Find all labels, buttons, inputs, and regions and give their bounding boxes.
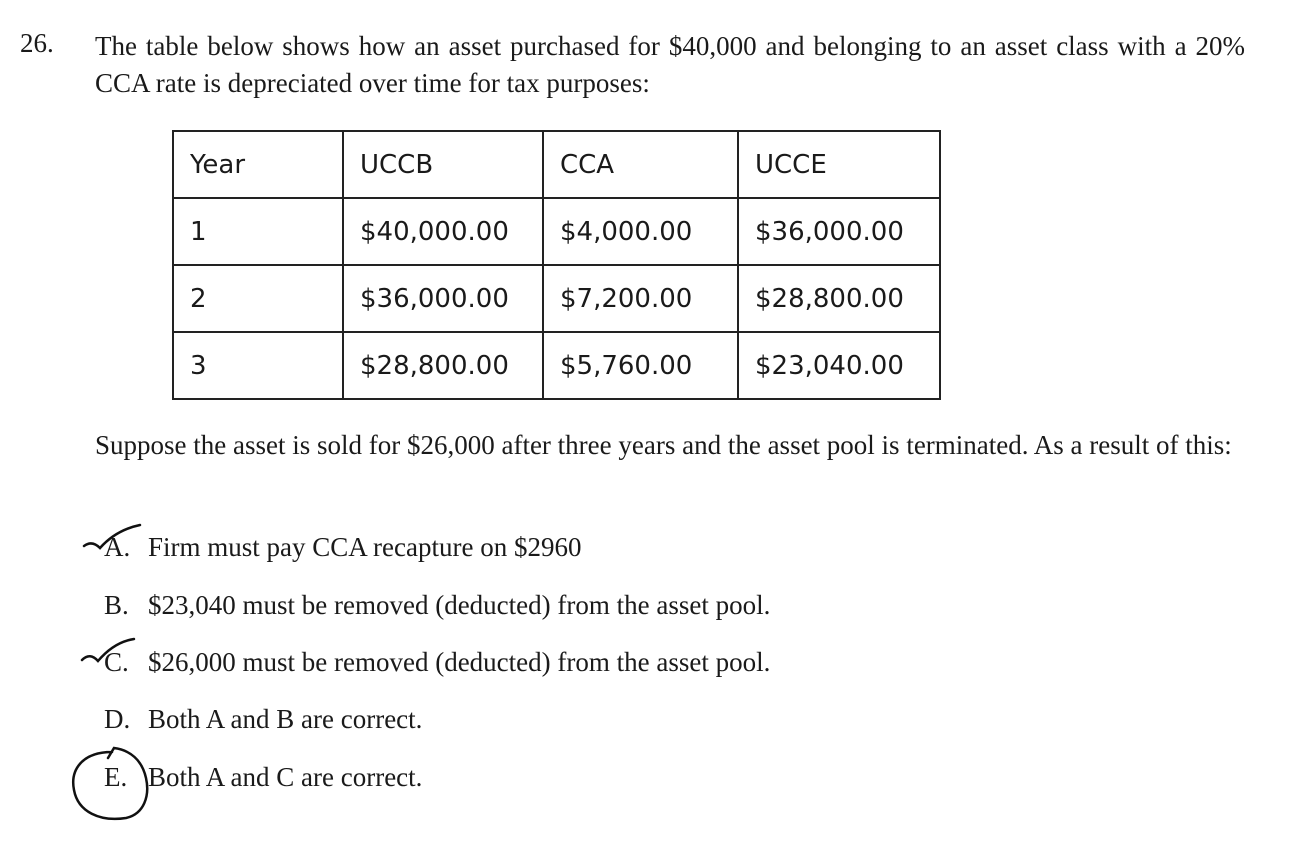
header-cca: CCA <box>543 131 738 198</box>
table-header-row <box>173 131 940 198</box>
table-row <box>173 198 940 265</box>
cell-ucce: $36,000.00 <box>738 198 940 265</box>
cca-table <box>172 130 941 400</box>
cell-uccb: $40,000.00 <box>343 198 543 265</box>
cell-cca: $4,000.00 <box>543 198 738 265</box>
choice-text: Both A and B are correct. <box>148 704 423 734</box>
choice-c[interactable] <box>104 647 770 678</box>
choice-letter: D. <box>104 704 131 734</box>
choice-text: $23,040 must be removed (deducted) from the asset pool. <box>148 590 771 620</box>
choice-text: Both A and C are correct. <box>148 762 423 792</box>
question-number: 26. <box>20 28 54 58</box>
cell-uccb: $36,000.00 <box>343 265 543 332</box>
cell-cca: $7,200.00 <box>543 265 738 332</box>
choice-letter: A. <box>104 532 131 562</box>
choice-e[interactable] <box>104 762 422 793</box>
cell-ucce: $23,040.00 <box>738 332 940 399</box>
cell-year: 2 <box>173 265 343 332</box>
choice-b[interactable] <box>104 590 770 621</box>
table-row <box>173 332 940 399</box>
choice-letter: E. <box>104 762 128 792</box>
cell-cca: $5,760.00 <box>543 332 738 399</box>
choice-a[interactable] <box>104 532 581 563</box>
choice-text: $26,000 must be removed (deducted) from the asset pool. <box>148 647 771 677</box>
question-stem: The table below shows how an asset purchased for $40,000 and belonging to an asset class with a 20% CCA rate is depreciated over time for tax purposes: <box>95 31 1245 98</box>
cell-ucce: $28,800.00 <box>738 265 940 332</box>
header-year: Year <box>173 131 343 198</box>
table-row <box>173 265 940 332</box>
header-ucce: UCCE <box>738 131 940 198</box>
choice-d[interactable] <box>104 704 422 735</box>
choice-letter: C. <box>104 647 129 677</box>
header-uccb: UCCB <box>343 131 543 198</box>
scenario-text: Suppose the asset is sold for $26,000 after three years and the asset pool is terminated. As a result of this: <box>95 430 1232 460</box>
cell-year: 1 <box>173 198 343 265</box>
cell-uccb: $28,800.00 <box>343 332 543 399</box>
choice-text: Firm must pay CCA recapture on $2960 <box>148 532 582 562</box>
choice-letter: B. <box>104 590 129 620</box>
cell-year: 3 <box>173 332 343 399</box>
